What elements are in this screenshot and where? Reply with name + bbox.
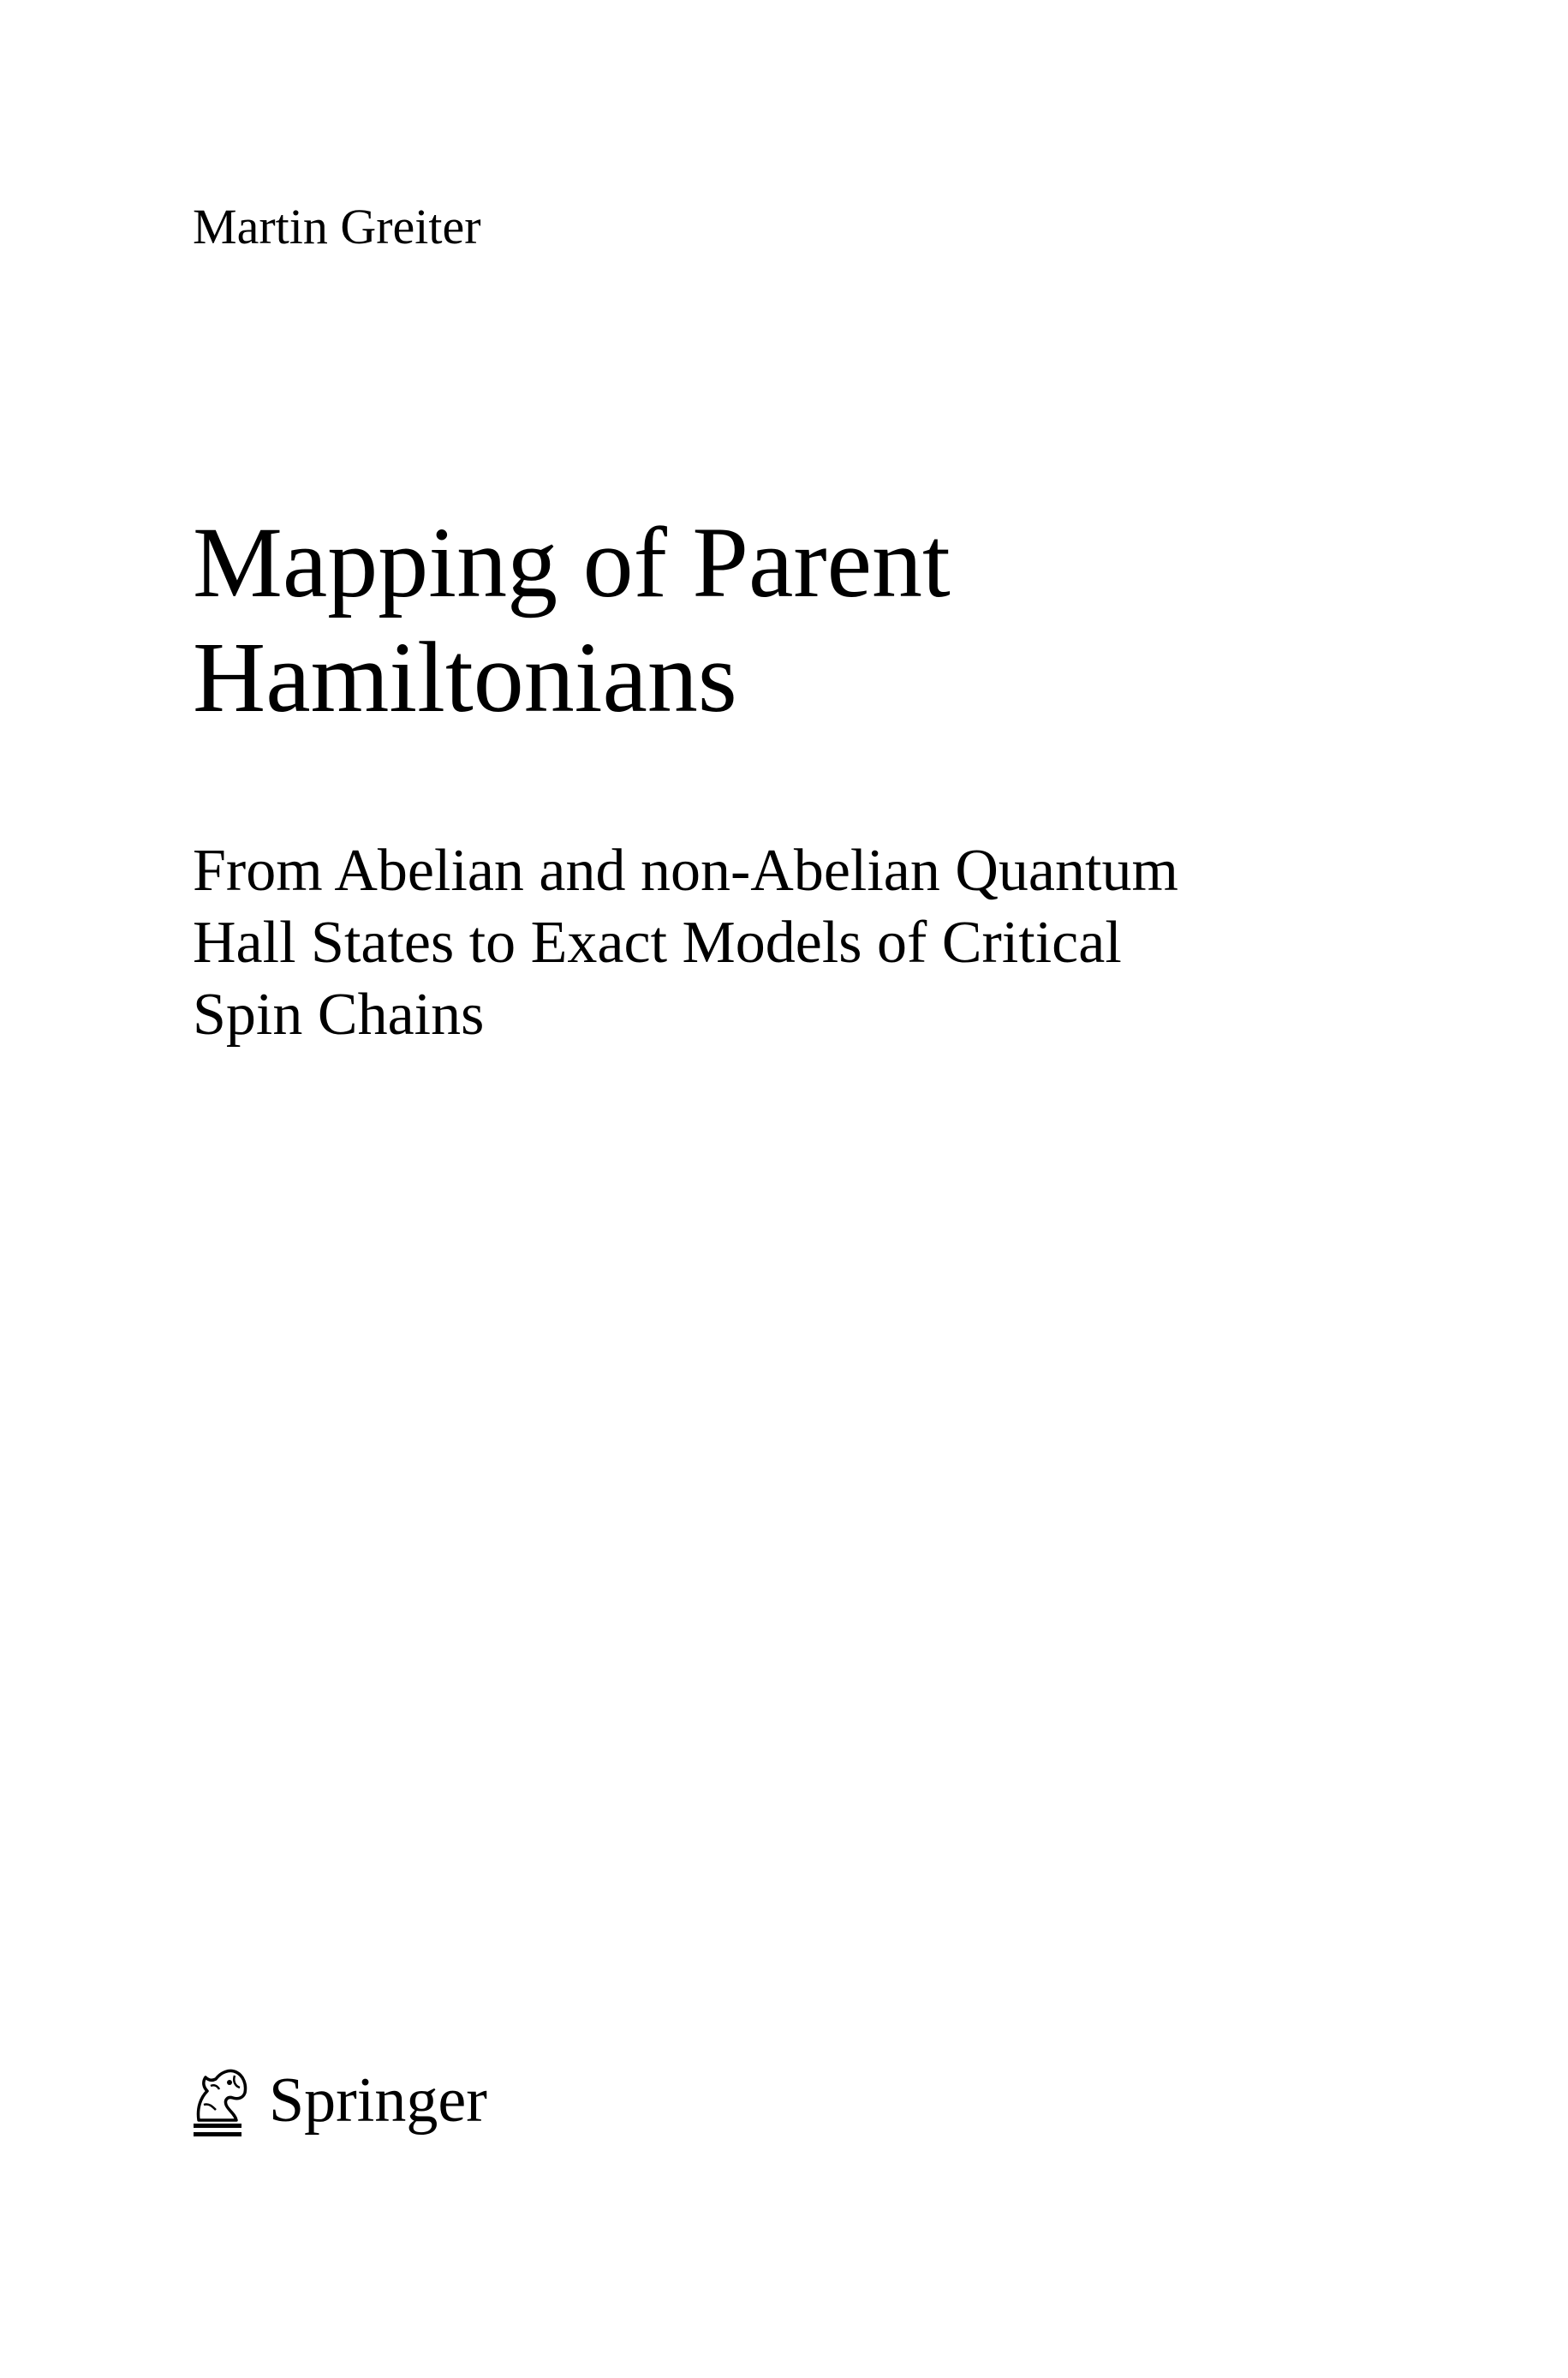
book-title — [193, 505, 951, 735]
book-subtitle-line-3: Spin Chains — [193, 982, 485, 1048]
book-title-line-1: Mapping of Parent — [193, 506, 951, 618]
book-subtitle-line-1: From Abelian and non-Abelian Quantum — [193, 838, 1178, 904]
book-subtitle-line-2: Hall States to Exact Models of Critical — [193, 910, 1122, 976]
author-name: Martin Greiter — [193, 199, 481, 254]
book-title-line-2: Hamiltonians — [193, 621, 737, 733]
publisher-imprint — [182, 2060, 487, 2141]
book-subtitle — [193, 835, 1178, 1051]
publisher-name: Springer — [269, 2065, 487, 2136]
springer-horse-icon — [182, 2060, 257, 2141]
